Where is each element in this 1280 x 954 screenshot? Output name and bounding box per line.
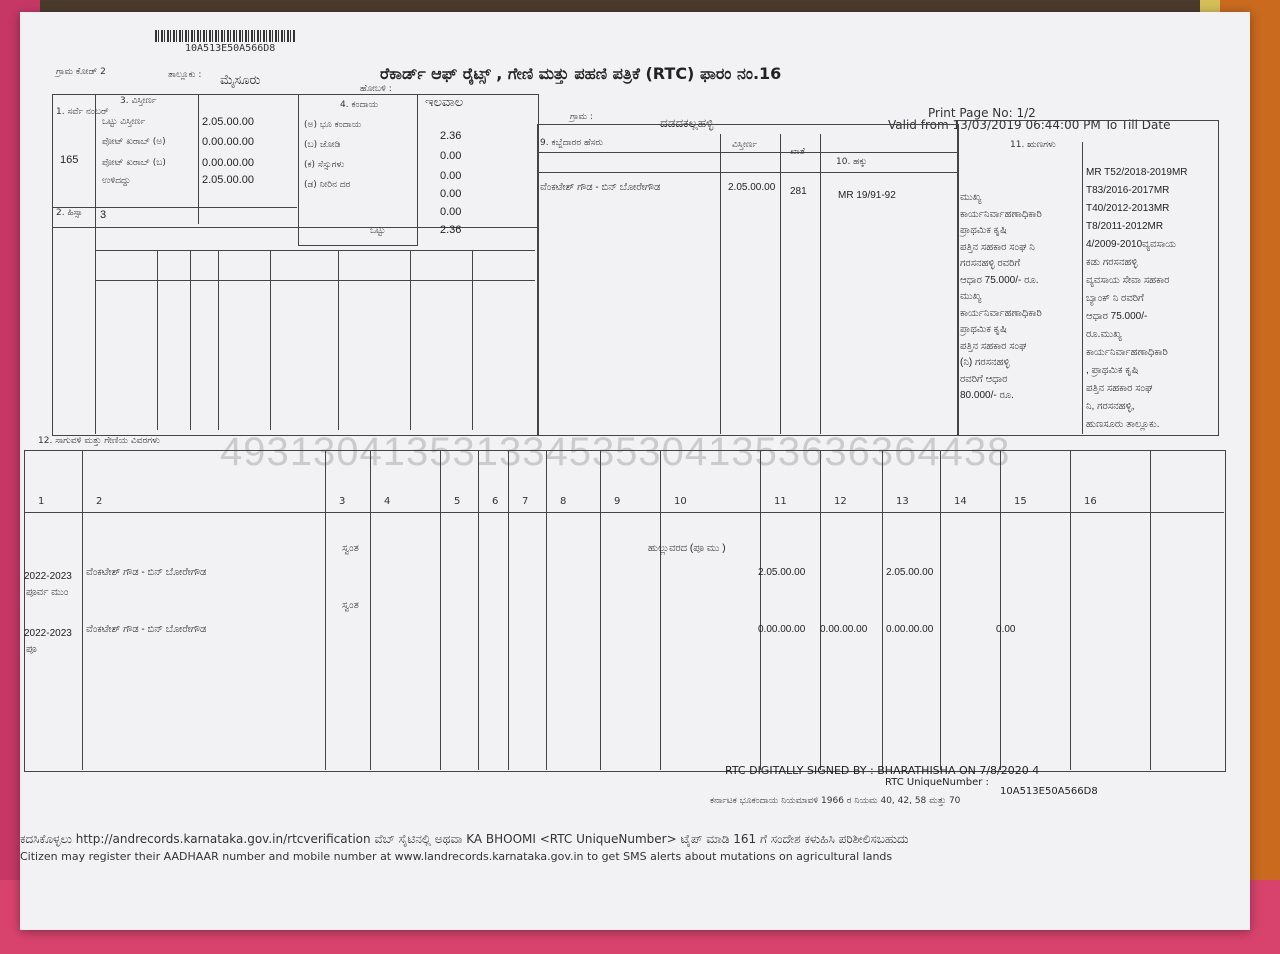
encumbrance-line: ಕಾರ್ಯನಿರ್ವಾಹಣಾಧಿಕಾರಿ <box>1086 347 1168 358</box>
cultivation-col-10: 2.05.00.00 <box>758 567 806 578</box>
encumbrance-line: ಆಧಾರ 75.000/- <box>1086 311 1148 322</box>
cultivation-col-number: 1 <box>38 496 45 507</box>
divider <box>24 512 1224 513</box>
tax-frame <box>298 94 418 246</box>
cultivation-col-number: 6 <box>492 496 499 507</box>
encumbrance-line: ವ್ಯವಸಾಯ ಸೇವಾ ಸಹಕಾರ <box>1086 275 1170 286</box>
cultivation-col-number: 14 <box>954 496 967 507</box>
divider <box>820 134 821 434</box>
extent-row-value: 2.05.00.00 <box>202 174 254 186</box>
cultivation-crop: ಹುಲ್ಲುವರದ (ಪೂ ಮು ) <box>648 543 726 554</box>
encumbrance-line: ಮುಖ್ಯ <box>960 192 982 203</box>
encumbrance-line: (ನಿ) ಗರಸನಹಳ್ಳಿ <box>960 357 1010 368</box>
cultivation-cultivator: ವೆಂಕಟೇಶ್ ಗೌಡ - ಬಿನ್ ಬೋರೇಗೌಡ <box>86 567 207 578</box>
encumbrance-line: ಕಾರ್ಯನಿರ್ವಾಹಣಾಧಿಕಾರಿ <box>960 208 1042 220</box>
owner-extent: 2.05.00.00 <box>728 182 776 193</box>
divider <box>1082 142 1083 434</box>
cultivation-frame <box>24 450 1226 772</box>
village-code-label: ಗ್ರಾಮ ಕೋಡ್ 2 <box>56 67 106 77</box>
divider <box>720 134 721 434</box>
survey-number: 165 <box>60 154 79 166</box>
divider <box>95 250 535 251</box>
owner-col-mr: 10. ಹಕ್ಕು <box>836 157 868 167</box>
cultivation-type: ಸ್ವಂತ <box>342 600 359 611</box>
divider <box>218 250 219 430</box>
cultivation-col-number: 3 <box>339 496 346 507</box>
encumbrance-line: ನಿ, ಗರಸನಹಳ್ಳಿ, <box>1086 401 1135 412</box>
divider <box>882 450 883 770</box>
digital-signature: RTC DIGITALLY SIGNED BY : BHARATHISHA ON 7/8/2020 4 <box>725 764 1040 777</box>
divider <box>190 250 191 430</box>
owner-col-extent: ವಿಸ್ತೀರ್ಣ <box>732 140 757 150</box>
extent-row-value: 0.00.00.00 <box>202 157 254 169</box>
cultivation-col-10: 0.00.00.00 <box>758 624 806 635</box>
divider <box>472 250 473 430</box>
divider <box>157 250 158 430</box>
divider <box>478 450 479 770</box>
divider <box>537 152 957 153</box>
cultivation-cultivator: ವೆಂಕಟೇಶ್ ಗೌಡ - ಬಿನ್ ಬೋರೇಗೌಡ <box>86 624 207 635</box>
encumbrance-left-list <box>960 190 1080 405</box>
divider <box>52 227 537 228</box>
divider <box>508 450 509 770</box>
hissa-value: 3 <box>100 209 107 221</box>
encumbrance-line: ರವರಿಗೆ ಆಧಾರ <box>960 373 1008 385</box>
owner-header: 9. ಕಬ್ಜೆದಾರರ ಹೆಸರು <box>540 138 603 148</box>
divider <box>546 450 547 770</box>
encumbrance-line: ಪತ್ತಿನ ಸಹಕಾರ ಸಂಘ <box>1086 383 1153 394</box>
cultivation-col-number: 13 <box>896 496 909 507</box>
cultivation-season: ಪೂ <box>26 644 37 655</box>
tax-row-name: (ಅ) ಭೂ ಕಂದಾಯ <box>304 120 362 130</box>
barcode <box>155 30 295 42</box>
divider <box>338 250 339 430</box>
divider <box>440 450 441 770</box>
tax-total-label: ಒಟ್ಟು <box>370 226 386 236</box>
cultivation-col-12: 2.05.00.00 <box>886 567 934 578</box>
divider <box>410 250 411 430</box>
divider <box>270 250 271 430</box>
cultivation-type: ಸ್ವಂತ <box>342 543 359 554</box>
unique-number: 10A513E50A566D8 <box>1000 786 1098 797</box>
extent-row-name: ಒಟ್ಟು ವಿಸ್ತೀರ್ಣ <box>102 117 146 127</box>
owner-frame <box>537 124 959 436</box>
tax-row-value: 0.00 <box>440 206 462 218</box>
cultivation-year: 2022-2023 <box>24 571 72 582</box>
owner-name: ವೆಂಕಟೇಶ್ ಗೌಡ - ಬಿನ್ ಬೋರೇಗೌಡ <box>540 182 661 193</box>
cultivation-col-number: 8 <box>560 496 567 507</box>
tax-row-value: 2.36 <box>440 130 462 142</box>
divider <box>660 450 661 770</box>
divider <box>760 450 761 770</box>
survey-label: 1. ಸರ್ವೆ ನಂಬರ್ <box>56 107 109 117</box>
print-page-number: Print Page No: 1/2 <box>928 106 1036 120</box>
encumbrance-line: ಕಾರ್ಯನಿರ್ವಾಹಣಾಧಿಕಾರಿ <box>960 307 1042 319</box>
cultivation-col-number: 16 <box>1084 496 1097 507</box>
encumbrance-line: ಪ್ರಾಥಮಿಕ ಕೃಷಿ <box>960 324 1007 335</box>
divider <box>95 94 96 434</box>
encumbrance-line: ಬ್ಯಾಂಕ್ ನಿ ರವರಿಗೆ <box>1086 293 1144 304</box>
divider <box>82 450 83 770</box>
cultivation-col-number: 15 <box>1014 496 1027 507</box>
encumbrance-line: T8/2011-2012MR <box>1086 221 1164 232</box>
footer-rule-text: ಕರ್ನಾಟಕ ಭೂಕಂದಾಯ ನಿಯಮಾವಳಿ 1966 ರ ನಿಯಮ 40, 42, 58 ಮತ್ತು 70 <box>710 796 961 806</box>
encumbrance-line: , ಪ್ರಾಥಮಿಕ ಕೃಷಿ <box>1086 365 1139 376</box>
cultivation-col-number: 7 <box>522 496 529 507</box>
village-label: ಗ್ರಾಮ : <box>570 112 593 122</box>
encumbrance-line: 4/2009-2010ವ್ಯವಸಾಯ <box>1086 239 1176 250</box>
divider <box>1150 450 1151 770</box>
encumbrance-line: ಗರಸನಹಳ್ಳಿ ರವರಿಗೆ <box>960 258 1021 269</box>
encumbrance-line: T83/2016-2017MR <box>1086 185 1170 196</box>
encumbrance-line: T40/2012-2013MR <box>1086 203 1170 214</box>
village-value: ದಡದಕಲ್ಲಹಳ್ಳಿ <box>660 116 714 130</box>
encumbrance-line: ಮುಖ್ಯ <box>960 291 982 302</box>
divider <box>1000 450 1001 770</box>
encumbrance-label: 11. ಋಣಗಳು <box>1010 140 1056 150</box>
hobli-value: ಇಲವಾಲ <box>425 94 464 109</box>
owner-mr: MR 19/91-92 <box>838 190 896 201</box>
encumbrance-line: MR T52/2018-2019MR <box>1086 167 1188 178</box>
taluk-label: ತಾಲ್ಲೂಕು : <box>168 70 202 80</box>
owner-khata: 281 <box>790 186 807 197</box>
encumbrance-line: 80.000/- ರೂ. <box>960 390 1014 401</box>
taluk-value: ಮೈಸೂರು <box>220 72 261 87</box>
divider <box>537 172 957 173</box>
rtc-document <box>20 12 1250 930</box>
cultivation-col-number: 4 <box>384 496 391 507</box>
encumbrance-line: ಪ್ರಾಥಮಿಕ ಕೃಷಿ <box>960 225 1007 236</box>
cultivation-col-number: 9 <box>614 496 621 507</box>
cultivation-col-number: 11 <box>774 496 787 507</box>
tax-row-value: 0.00 <box>440 150 462 162</box>
cultivation-col-number: 5 <box>454 496 461 507</box>
divider <box>325 450 326 770</box>
divider <box>940 450 941 770</box>
extent-row-name: ಉಳಿದದ್ದು <box>102 176 131 186</box>
divider <box>820 450 821 770</box>
extent-row-name: ಪೋಟ್ ಖರಾಬ್ (ಅ) <box>102 137 166 147</box>
tax-row-name: (ಕ) ಸೆಸ್ಸುಗಳು <box>304 160 345 170</box>
cultivation-col-number: 2 <box>96 496 103 507</box>
extent-row-value: 0.00.00.00 <box>202 136 254 148</box>
tax-total-value: 2.36 <box>440 224 462 236</box>
cultivation-col-number: 12 <box>834 496 847 507</box>
encumbrance-line: ರೂ.ಮುಖ್ಯ <box>1086 329 1122 340</box>
hobli-label: ಹೋಬಳಿ : <box>360 84 392 94</box>
validity-period: Valid from 13/03/2019 06:44:00 PM To Till Date <box>888 118 1171 132</box>
unique-number-label: RTC UniqueNumber : <box>885 777 989 788</box>
tax-row-name: (ಬ) ಜೋಡಿ <box>304 140 341 150</box>
encumbrance-right-list <box>1086 164 1216 434</box>
cultivation-col-14: 0.00 <box>996 624 1016 635</box>
extent-label: 3. ವಿಸ್ತೀರ್ಣ <box>120 96 157 106</box>
tax-row-name: (ಡ) ನೀರಿನ ದರ <box>304 180 351 190</box>
cultivation-col-11: 0.00.00.00 <box>820 624 868 635</box>
encumbrance-line: ಹುಣಸೂರು ತಾಲ್ಲೂಕು. <box>1086 419 1160 430</box>
encumbrance-line: ಪತ್ತಿನ ಸಹಕಾರ ಸಂಘ <box>960 340 1027 352</box>
owner-col-khata: ಖಾತೆ <box>790 147 805 157</box>
divider <box>780 134 781 434</box>
encumbrance-line: ಪತ್ತಿನ ಸಹಕಾರ ಸಂಘ ನಿ <box>960 241 1035 253</box>
extent-row-name: ಪೋಟ್ ಖರಾಬ್ (ಬ) <box>102 158 166 168</box>
cultivation-col-number: 10 <box>674 496 687 507</box>
encumbrance-line: ಕಡು ಗರಸನಹಳ್ಳಿ <box>1086 257 1138 268</box>
tax-label: 4. ಕಂದಾಯ <box>340 100 379 110</box>
encumbrance-line: ಆಧಾರ 75.000/- ರೂ. <box>960 274 1039 286</box>
tax-row-value: 0.00 <box>440 170 462 182</box>
extent-row-value: 2.05.00.00 <box>202 116 254 128</box>
divider <box>198 94 199 224</box>
footer-aadhaar-text: Citizen may register their AADHAAR number and mobile number at www.landrecords.karnataka.gov.in to get SMS alerts about mutations on agricultural lands <box>20 850 893 863</box>
hissa-label: 2. ಹಿಸ್ಸಾ <box>56 208 83 218</box>
barcode-text: 10A513E50A566D8 <box>185 43 276 54</box>
document-title: ರೆಕಾರ್ಡ್ ಆಫ್ ರೈಟ್ಸ್ , ಗೇಣಿ ಮತ್ತು ಪಹಣಿ ಪತ್ರಿಕೆ (RTC) ಫಾರಂ ನಂ.16 <box>380 64 782 83</box>
footer-verify-text: ಕದಸಿಕೊಳ್ಳಲು http://andrecords.karnataka.gov.in/rtcverification ವೆಬ್ ಸೈಟಿನಲ್ಲಿ ಅಥವಾ KA BHOOMI <RTC UniqueNumber> ಟೈಪ್ ಮಾಡಿ 161 ಗೆ ಸಂದೇಶ ಕಳುಹಿಸಿ ಪರಿಶೀಲಿಸಬಹುದು <box>20 832 909 846</box>
cultivation-section-label: 12. ಸಾಗುವಳಿ ಮತ್ತು ಗೇಣಿಯ ವಿವರಗಳು <box>38 436 160 446</box>
divider <box>1070 450 1071 770</box>
cultivation-year: 2022-2023 <box>24 628 72 639</box>
tax-row-value: 0.00 <box>440 188 462 200</box>
watermark-number: 4931304135313345353041353636364438 <box>220 430 1011 474</box>
cultivation-season: ಪೂರ್ವ ಮುಂ <box>26 587 69 598</box>
divider <box>95 280 535 281</box>
cultivation-col-12: 0.00.00.00 <box>886 624 934 635</box>
divider <box>600 450 601 770</box>
divider <box>52 207 297 208</box>
